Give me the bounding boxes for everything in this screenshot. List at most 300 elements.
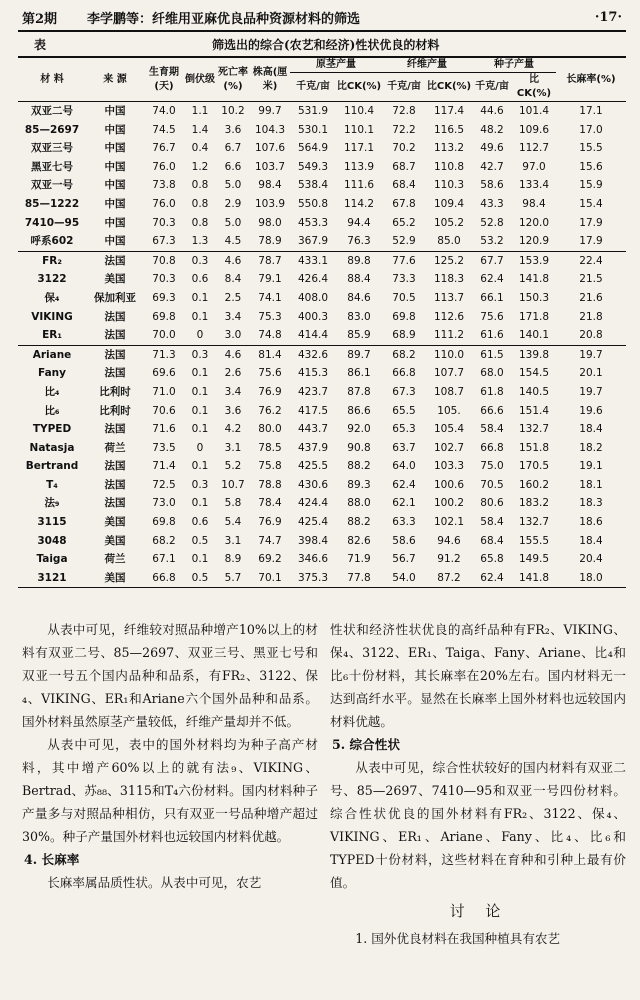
table-row <box>18 102 626 121</box>
value-cell: 82.6 <box>347 534 371 547</box>
value-cell: 102.7 <box>433 441 465 454</box>
value-cell: 18.4 <box>579 423 603 436</box>
table-row <box>18 195 626 214</box>
value-cell: 151.8 <box>518 441 550 454</box>
source-cell: 法国 <box>104 460 126 473</box>
value-cell: 73.8 <box>152 179 176 192</box>
value-cell: 109.4 <box>433 197 465 210</box>
value-cell: 66.8 <box>144 569 184 588</box>
value-cell: 8.4 <box>224 273 242 286</box>
material-cell: 85—2697 <box>24 123 80 136</box>
value-cell: 54.0 <box>382 569 426 588</box>
value-cell: 1.4 <box>191 123 209 136</box>
source-cell: 比利时 <box>99 404 131 417</box>
value-cell: 0.1 <box>191 423 209 436</box>
value-cell: 75.8 <box>258 460 282 473</box>
value-cell: 42.7 <box>480 160 504 173</box>
value-cell: 0.1 <box>191 385 209 398</box>
value-cell: 104.3 <box>254 123 286 136</box>
table-row <box>18 308 626 327</box>
value-cell: 170.5 <box>518 460 550 473</box>
right-column <box>330 618 626 950</box>
value-cell: 18.1 <box>579 478 603 491</box>
value-cell: 110.0 <box>426 345 472 364</box>
value-cell: 105. <box>437 404 461 417</box>
value-cell: 65.5 <box>392 404 416 417</box>
value-cell: 3.6 <box>224 123 242 136</box>
value-cell: 74.1 <box>258 291 282 304</box>
value-cell: 117.4 <box>426 102 472 121</box>
source-cell: 中国 <box>104 216 126 229</box>
value-cell: 68.9 <box>392 329 416 342</box>
value-cell: 72.5 <box>152 478 176 491</box>
value-cell: 150.3 <box>518 291 550 304</box>
value-cell: 70.3 <box>152 273 176 286</box>
source-cell: 法国 <box>104 367 126 380</box>
value-cell: 78.4 <box>258 497 282 510</box>
header-stem-yield: 原茎产量 <box>290 57 382 73</box>
value-cell: 65.2 <box>392 216 416 229</box>
value-cell: 61.6 <box>480 329 504 342</box>
subheader-ck: 比CK(%) <box>336 73 382 102</box>
material-cell: 3048 <box>37 534 67 547</box>
value-cell: 1.3 <box>191 235 209 248</box>
value-cell: 0.8 <box>191 197 209 210</box>
value-cell: 91.2 <box>437 553 461 566</box>
value-cell: 437.9 <box>297 441 329 454</box>
source-cell: 法国 <box>104 310 126 323</box>
page-number: ·17· <box>594 9 622 25</box>
value-cell: 4.6 <box>216 251 250 270</box>
value-cell: 76.0 <box>152 160 176 173</box>
value-cell: 89.8 <box>336 251 382 270</box>
value-cell: 69.6 <box>152 367 176 380</box>
value-cell: 58.6 <box>480 179 504 192</box>
value-cell: 102.1 <box>433 516 465 529</box>
source-cell: 中国 <box>104 235 126 248</box>
value-cell: 105.4 <box>433 423 465 436</box>
value-cell: 71.6 <box>152 423 176 436</box>
table-row <box>18 420 626 439</box>
value-cell: 114.2 <box>343 197 375 210</box>
value-cell: 0.6 <box>191 273 209 286</box>
value-cell: 426.4 <box>297 273 329 286</box>
value-cell: 20.8 <box>579 329 603 342</box>
value-cell: 346.6 <box>297 553 329 566</box>
header-source: 来 源 <box>86 57 144 102</box>
value-cell: 117.1 <box>343 142 375 155</box>
table-row <box>18 121 626 140</box>
value-cell: 6.6 <box>224 160 242 173</box>
value-cell: 423.7 <box>297 385 329 398</box>
value-cell: 18.4 <box>579 534 603 547</box>
value-cell: 153.9 <box>512 251 556 270</box>
value-cell: 112.7 <box>518 142 550 155</box>
value-cell: 68.2 <box>152 534 176 547</box>
value-cell: 72.2 <box>392 123 416 136</box>
value-cell: 77.8 <box>336 569 382 588</box>
value-cell: 110.8 <box>433 160 465 173</box>
source-cell: 法国 <box>104 329 126 342</box>
value-cell: 1.1 <box>184 102 216 121</box>
value-cell: 68.4 <box>392 179 416 192</box>
value-cell: 76.7 <box>152 142 176 155</box>
value-cell: 87.8 <box>347 385 371 398</box>
source-cell: 中国 <box>104 160 126 173</box>
value-cell: 66.8 <box>480 441 504 454</box>
table-row <box>18 251 626 270</box>
value-cell: 105.2 <box>433 216 465 229</box>
table-row <box>18 326 626 345</box>
value-cell: 8.9 <box>224 553 242 566</box>
value-cell: 88.0 <box>347 497 371 510</box>
header-rule <box>18 30 626 32</box>
value-cell: 70.2 <box>392 142 416 155</box>
value-cell: 94.6 <box>437 534 461 547</box>
subheader-kg: 千克/亩 <box>472 73 512 102</box>
table-title: 筛选出的综合(农艺和经济)性状优良的材料 <box>212 38 440 52</box>
value-cell: 107.7 <box>433 367 465 380</box>
value-cell: 19.1 <box>579 460 603 473</box>
value-cell: 0.1 <box>191 553 209 566</box>
value-cell: 0 <box>196 329 204 342</box>
value-cell: 151.4 <box>518 404 550 417</box>
value-cell: 70.5 <box>392 291 416 304</box>
value-cell: 78.8 <box>258 478 282 491</box>
value-cell: 18.0 <box>556 569 626 588</box>
value-cell: 154.5 <box>518 367 550 380</box>
value-cell: 90.8 <box>347 441 371 454</box>
value-cell: 70.3 <box>152 216 176 229</box>
value-cell: 70.8 <box>144 251 184 270</box>
value-cell: 69.2 <box>258 553 282 566</box>
running-title: 李学鹏等：纤维用亚麻优良品种资源材料的筛选 <box>87 11 361 27</box>
value-cell: 18.6 <box>579 516 603 529</box>
source-cell: 保加利亚 <box>94 291 136 304</box>
paragraph-long-fiber-start: 长麻率属品质性状。从表中可见，农艺 <box>47 875 262 890</box>
value-cell: 86.1 <box>347 367 371 380</box>
value-cell: 88.4 <box>347 273 371 286</box>
value-cell: 367.9 <box>297 235 329 248</box>
value-cell: 81.4 <box>250 345 290 364</box>
value-cell: 125.2 <box>426 251 472 270</box>
header-lodging: 倒伏级 <box>184 57 216 102</box>
value-cell: 443.7 <box>297 423 329 436</box>
source-cell: 中国 <box>86 102 144 121</box>
value-cell: 67.3 <box>392 385 416 398</box>
value-cell: 87.2 <box>426 569 472 588</box>
material-cell: Natasja <box>29 441 75 454</box>
value-cell: 417.5 <box>297 404 329 417</box>
material-cell: 双亚二号 <box>18 102 86 121</box>
value-cell: 0.5 <box>191 534 209 547</box>
subheader-ck: 比CK(%) <box>426 73 472 102</box>
value-cell: 140.5 <box>518 385 550 398</box>
value-cell: 6.7 <box>224 142 242 155</box>
table-row <box>18 569 626 588</box>
material-cell: TYPED <box>32 423 72 436</box>
value-cell: 5.8 <box>224 497 242 510</box>
value-cell: 75.3 <box>258 310 282 323</box>
material-cell: FR₂ <box>18 251 86 270</box>
value-cell: 79.1 <box>258 273 282 286</box>
table-row <box>18 476 626 495</box>
value-cell: 44.6 <box>472 102 512 121</box>
table-row <box>18 494 626 513</box>
source-cell: 比利时 <box>99 385 131 398</box>
section-heading-discussion: 讨 论 <box>449 902 509 920</box>
issue-number: 第2期 <box>22 11 58 27</box>
table-row <box>18 139 626 158</box>
value-cell: 149.5 <box>518 553 550 566</box>
paragraph-seed-yield: 从表中可见，表中的国外材料均为种子高产材料，其中增产60%以上的就有法₉、VIKING、Bertrad、苏₈₈、3115和T₄六份材料。国内材料种子产量多与对照品种相仿，只有双亚一号品种增产超过30%。种子产量国外材料也远较国内材料优越。 <box>22 737 318 844</box>
value-cell: 15.9 <box>579 179 603 192</box>
value-cell: 65.3 <box>392 423 416 436</box>
value-cell: 100.2 <box>433 497 465 510</box>
value-cell: 19.7 <box>556 345 626 364</box>
value-cell: 110.3 <box>433 179 465 192</box>
value-cell: 0.6 <box>191 516 209 529</box>
source-cell: 荷兰 <box>104 553 126 566</box>
value-cell: 99.7 <box>250 102 290 121</box>
header-material: 材 料 <box>18 57 86 102</box>
value-cell: 101.4 <box>512 102 556 121</box>
value-cell: 4.6 <box>216 345 250 364</box>
value-cell: 0.3 <box>191 478 209 491</box>
value-cell: 133.4 <box>518 179 550 192</box>
value-cell: 109.6 <box>518 123 550 136</box>
value-cell: 76.2 <box>258 404 282 417</box>
value-cell: 76.9 <box>258 385 282 398</box>
value-cell: 425.5 <box>297 460 329 473</box>
value-cell: 120.0 <box>518 216 550 229</box>
paragraph-long-fiber-cont: 性状和经济性状优良的高纤品种有FR₂、VIKING、保₄、3122、ER₁、Taiga、Fany、Ariane、比₄和比₆十份材料，其长麻率在20%左右。国内材料无一达到高纤水平。显然在长麻率上国外材料也远较国内材料优越。 <box>330 622 626 729</box>
value-cell: 550.8 <box>297 197 329 210</box>
value-cell: 155.5 <box>518 534 550 547</box>
value-cell: 398.4 <box>297 534 329 547</box>
value-cell: 69.3 <box>152 291 176 304</box>
value-cell: 5.2 <box>224 460 242 473</box>
material-cell: 保₄ <box>44 291 60 304</box>
value-cell: 63.3 <box>392 516 416 529</box>
source-cell: 法国 <box>104 423 126 436</box>
value-cell: 74.0 <box>144 102 184 121</box>
source-cell: 法国 <box>104 497 126 510</box>
value-cell: 0.1 <box>191 460 209 473</box>
value-cell: 70.1 <box>250 569 290 588</box>
value-cell: 77.6 <box>382 251 426 270</box>
value-cell: 112.6 <box>433 310 465 323</box>
table-row <box>18 176 626 195</box>
value-cell: 564.9 <box>297 142 329 155</box>
header-height: 株高(厘米) <box>250 57 290 102</box>
value-cell: 433.1 <box>290 251 336 270</box>
value-cell: 375.3 <box>290 569 336 588</box>
source-cell: 中国 <box>104 179 126 192</box>
value-cell: 10.2 <box>216 102 250 121</box>
value-cell: 183.2 <box>518 497 550 510</box>
value-cell: 17.0 <box>579 123 603 136</box>
value-cell: 73.5 <box>152 441 176 454</box>
value-cell: 66.8 <box>392 367 416 380</box>
value-cell: 425.4 <box>297 516 329 529</box>
material-cell: Fany <box>38 367 66 380</box>
section-heading-overall: 5. 综合性状 <box>332 737 400 752</box>
source-cell: 美国 <box>86 569 144 588</box>
material-cell: 比₆ <box>44 404 60 417</box>
subheader-kg: 千克/亩 <box>290 73 336 102</box>
material-cell: ER₁ <box>42 329 62 342</box>
value-cell: 21.6 <box>579 291 603 304</box>
value-cell: 73.3 <box>392 273 416 286</box>
value-cell: 67.1 <box>152 553 176 566</box>
source-cell: 中国 <box>104 123 126 136</box>
value-cell: 67.7 <box>472 251 512 270</box>
value-cell: 141.8 <box>512 569 556 588</box>
value-cell: 98.4 <box>258 179 282 192</box>
source-cell: 法国 <box>86 345 144 364</box>
value-cell: 73.0 <box>152 497 176 510</box>
value-cell: 78.9 <box>258 235 282 248</box>
value-cell: 110.1 <box>343 123 375 136</box>
material-cell: 法₉ <box>44 497 60 510</box>
value-cell: 432.6 <box>290 345 336 364</box>
value-cell: 141.8 <box>518 273 550 286</box>
value-cell: 58.4 <box>480 516 504 529</box>
value-cell: 92.0 <box>347 423 371 436</box>
value-cell: 132.7 <box>518 423 550 436</box>
value-cell: 76.0 <box>152 197 176 210</box>
value-cell: 0.1 <box>191 497 209 510</box>
value-cell: 74.7 <box>258 534 282 547</box>
value-cell: 76.3 <box>347 235 371 248</box>
value-cell: 89.7 <box>336 345 382 364</box>
value-cell: 5.7 <box>216 569 250 588</box>
value-cell: 64.0 <box>392 460 416 473</box>
page-header <box>22 6 622 28</box>
value-cell: 15.5 <box>579 142 603 155</box>
value-cell: 80.0 <box>258 423 282 436</box>
header-seed-yield: 种子产量 <box>472 57 556 73</box>
source-cell: 美国 <box>104 534 126 547</box>
value-cell: 160.2 <box>518 478 550 491</box>
table-row <box>18 383 626 402</box>
value-cell: 2.5 <box>224 291 242 304</box>
value-cell: 113.2 <box>433 142 465 155</box>
value-cell: 98.0 <box>258 216 282 229</box>
source-cell: 法国 <box>86 251 144 270</box>
value-cell: 20.1 <box>579 367 603 380</box>
value-cell: 63.7 <box>392 441 416 454</box>
value-cell: 83.0 <box>347 310 371 323</box>
table-row <box>18 532 626 551</box>
source-cell: 法国 <box>104 478 126 491</box>
value-cell: 70.6 <box>152 404 176 417</box>
value-cell: 58.4 <box>480 423 504 436</box>
source-cell: 荷兰 <box>104 441 126 454</box>
value-cell: 0.8 <box>191 179 209 192</box>
value-cell: 84.6 <box>347 291 371 304</box>
value-cell: 88.2 <box>347 516 371 529</box>
value-cell: 61.8 <box>480 385 504 398</box>
value-cell: 72.8 <box>382 102 426 121</box>
value-cell: 75.0 <box>480 460 504 473</box>
value-cell: 86.6 <box>347 404 371 417</box>
value-cell: 103.3 <box>433 460 465 473</box>
value-cell: 94.4 <box>347 216 371 229</box>
value-cell: 71.9 <box>347 553 371 566</box>
value-cell: 111.6 <box>343 179 375 192</box>
material-cell: 双亚三号 <box>31 142 73 155</box>
value-cell: 400.3 <box>297 310 329 323</box>
material-cell: 3122 <box>37 273 67 286</box>
value-cell: 68.0 <box>480 367 504 380</box>
material-cell: 黑亚七号 <box>31 160 73 173</box>
value-cell: 5.0 <box>224 179 242 192</box>
table-caption <box>22 36 622 52</box>
value-cell: 71.3 <box>144 345 184 364</box>
value-cell: 5.4 <box>224 516 242 529</box>
value-cell: 4.2 <box>224 423 242 436</box>
value-cell: 17.9 <box>579 235 603 248</box>
value-cell: 62.4 <box>480 273 504 286</box>
value-cell: 1.2 <box>191 160 209 173</box>
material-cell: 呼系602 <box>30 235 74 248</box>
material-cell: Taiga <box>36 553 68 566</box>
value-cell: 118.3 <box>433 273 465 286</box>
header-fiber-yield: 纤维产量 <box>382 57 472 73</box>
value-cell: 76.9 <box>258 516 282 529</box>
value-cell: 52.8 <box>480 216 504 229</box>
value-cell: 18.3 <box>579 497 603 510</box>
left-column <box>22 618 318 894</box>
subheader-ck: 比CK(%) <box>512 73 556 102</box>
value-cell: 66.1 <box>480 291 504 304</box>
value-cell: 107.6 <box>254 142 286 155</box>
value-cell: 43.3 <box>480 197 504 210</box>
table-row <box>18 158 626 177</box>
value-cell: 69.8 <box>152 516 176 529</box>
value-cell: 52.9 <box>392 235 416 248</box>
value-cell: 58.6 <box>392 534 416 547</box>
value-cell: 111.2 <box>433 329 465 342</box>
value-cell: 85.9 <box>347 329 371 342</box>
value-cell: 19.7 <box>579 385 603 398</box>
value-cell: 113.9 <box>343 160 375 173</box>
value-cell: 22.4 <box>556 251 626 270</box>
material-cell: VIKING <box>31 310 73 323</box>
table-row <box>18 289 626 308</box>
value-cell: 103.7 <box>254 160 286 173</box>
value-cell: 68.7 <box>392 160 416 173</box>
results-table <box>18 56 626 588</box>
value-cell: 3.4 <box>224 310 242 323</box>
value-cell: 97.0 <box>522 160 546 173</box>
value-cell: 531.9 <box>290 102 336 121</box>
value-cell: 71.4 <box>152 460 176 473</box>
value-cell: 71.0 <box>152 385 176 398</box>
value-cell: 3.1 <box>224 534 242 547</box>
value-cell: 113.7 <box>433 291 465 304</box>
header-long-fiber: 长麻率(%) <box>556 57 626 102</box>
source-cell: 中国 <box>104 142 126 155</box>
value-cell: 132.7 <box>518 516 550 529</box>
value-cell: 110.4 <box>336 102 382 121</box>
value-cell: 414.4 <box>297 329 329 342</box>
value-cell: 98.4 <box>522 197 546 210</box>
material-cell: T₄ <box>46 478 58 491</box>
value-cell: 67.8 <box>392 197 416 210</box>
